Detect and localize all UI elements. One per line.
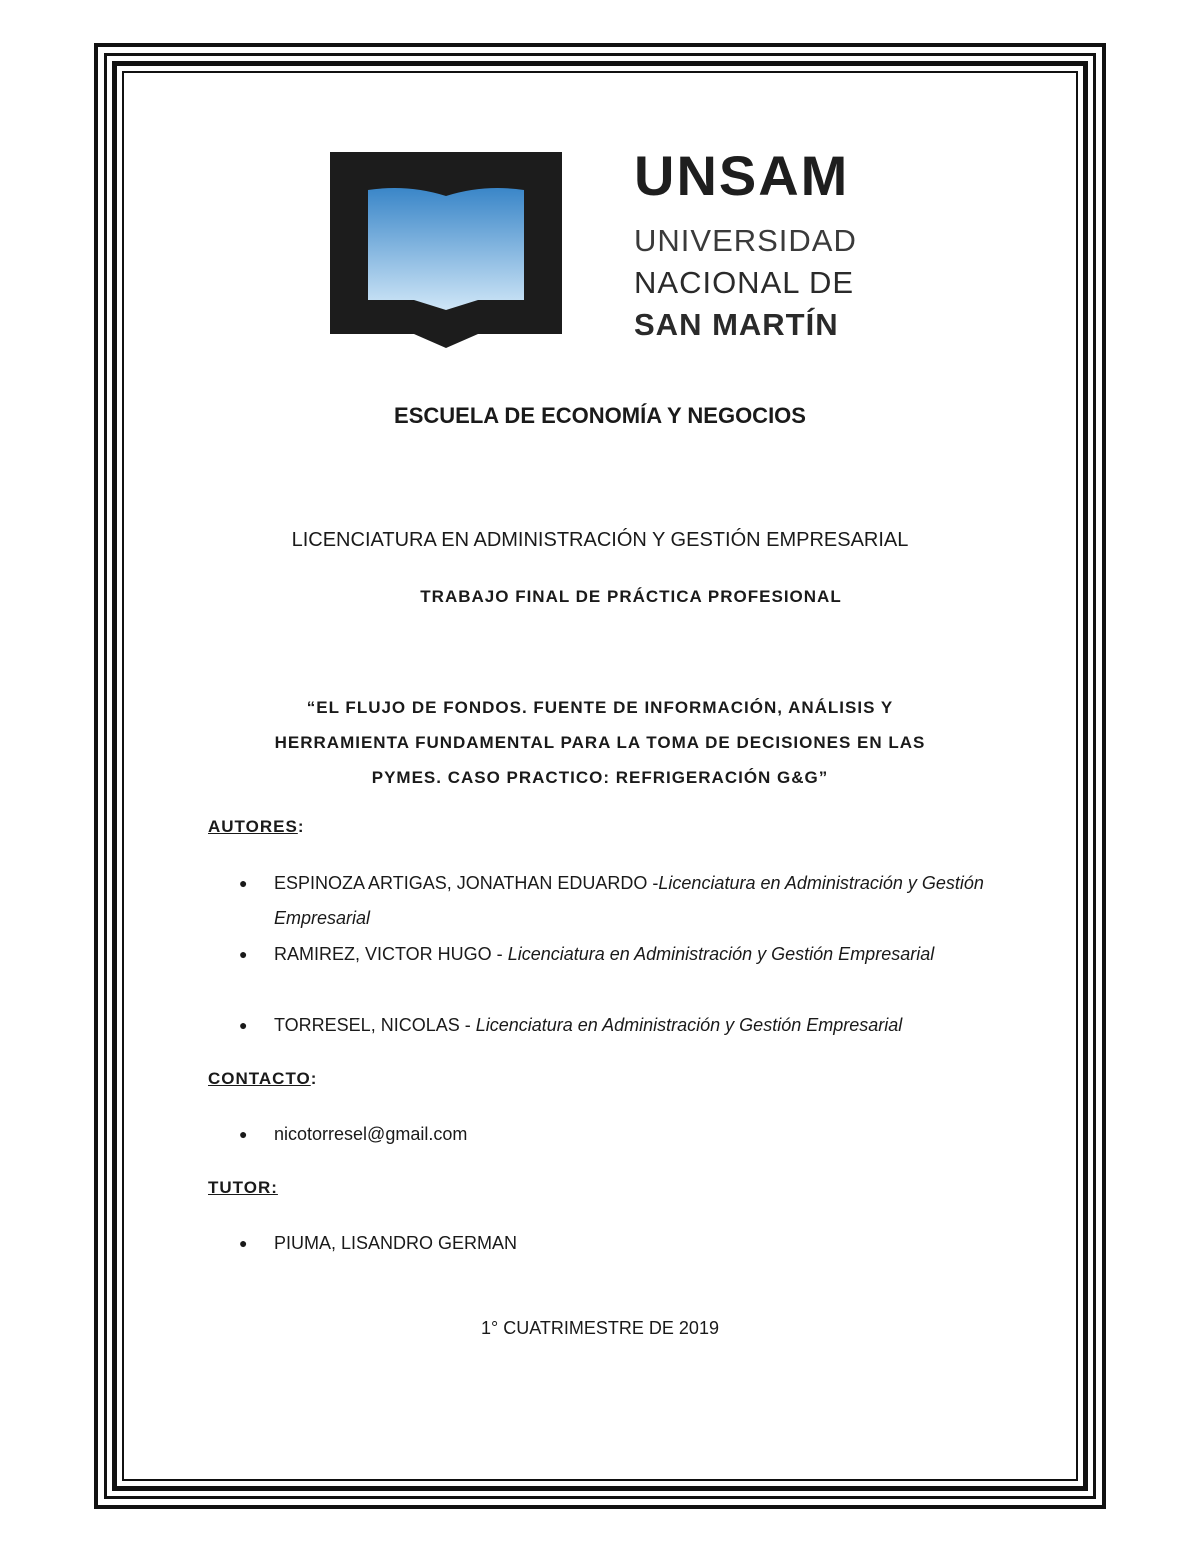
contact-email[interactable]: nicotorresel@gmail.com <box>274 1124 468 1144</box>
thesis-title-line: “EL FLUJO DE FONDOS. FUENTE DE INFORMACIÓN, ANÁLISIS Y <box>306 698 894 717</box>
contact-item <box>239 1117 1004 1152</box>
bullet-icon: ● <box>239 946 248 962</box>
degree-name: LICENCIATURA EN ADMINISTRACIÓN Y GESTIÓN EMPRESARIAL <box>291 529 909 551</box>
school-name: ESCUELA DE ECONOMÍA Y NEGOCIOS <box>394 403 806 428</box>
contact-heading: CONTACTO: <box>208 1069 318 1088</box>
logo-line-san-martin: SAN MARTÍN <box>634 307 839 342</box>
thesis-title-line: HERRAMIENTA FUNDAMENTAL PARA LA TOMA DE DECISIONES EN LAS <box>274 733 926 752</box>
author-role: Licenciatura en Administración y Gestión Empresarial <box>475 1015 903 1035</box>
author-role: Licenciatura en Administración y Gestión Empresarial <box>507 944 935 964</box>
author-item <box>239 866 1004 936</box>
authors-heading: AUTORES: <box>208 817 305 836</box>
logo-unsam: UNSAM <box>634 144 850 207</box>
bullet-icon: ● <box>239 1126 248 1142</box>
bullet-icon: ● <box>239 875 248 891</box>
thesis-title-line: PYMES. CASO PRACTICO: REFRIGERACIÓN G&G” <box>371 768 829 787</box>
tutor-name: PIUMA, LISANDRO GERMAN <box>274 1233 518 1253</box>
tutor-item <box>239 1226 1004 1261</box>
author-name: RAMIREZ, VICTOR HUGO - <box>274 944 508 964</box>
university-logo-icon <box>328 150 564 350</box>
logo-line-nacional: NACIONAL DE <box>634 265 855 300</box>
work-type: TRABAJO FINAL DE PRÁCTICA PROFESIONAL <box>420 587 842 606</box>
logo-line-universidad: UNIVERSIDAD <box>634 223 857 258</box>
author-name: TORRESEL, NICOLAS - <box>274 1015 476 1035</box>
term-date: 1° CUATRIMESTRE DE 2019 <box>481 1318 719 1338</box>
thesis-title <box>0 690 1200 795</box>
tutor-heading: TUTOR: <box>208 1178 278 1197</box>
author-item <box>239 1008 1004 1043</box>
bullet-icon: ● <box>239 1017 248 1033</box>
university-wordmark <box>634 144 857 346</box>
author-name: ESPINOZA ARTIGAS, JONATHAN EDUARDO - <box>274 873 659 893</box>
author-item <box>239 937 1004 972</box>
author-role: Licenciatura en Administración y Gestión Empresarial <box>274 873 984 928</box>
bullet-icon: ● <box>239 1235 248 1251</box>
